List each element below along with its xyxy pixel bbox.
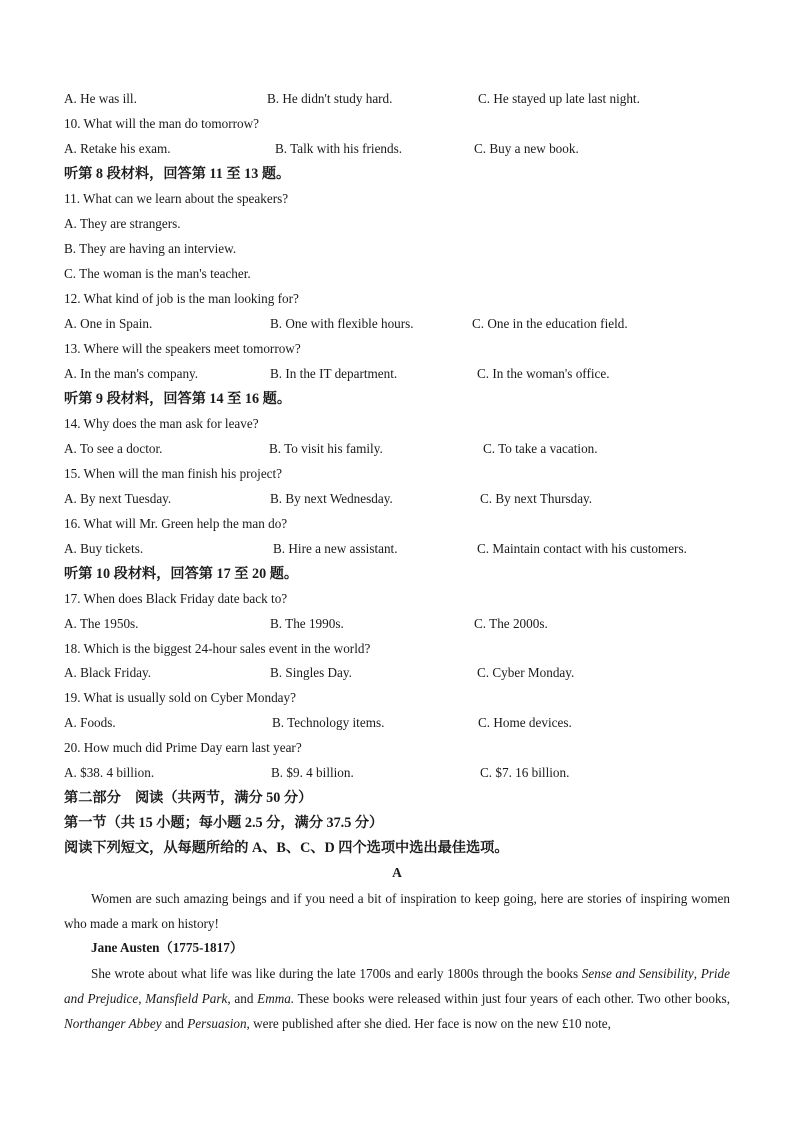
q20-option-c: C. $7. 16 billion. [480, 765, 570, 780]
q19-option-c: C. Home devices. [478, 715, 572, 730]
book-title: Sense and Sensibility [581, 966, 694, 981]
q18-option-c: C. Cyber Monday. [477, 665, 575, 680]
book-title: Northanger Abbey [64, 1016, 162, 1031]
q15-option-a: A. By next Tuesday. [64, 491, 172, 506]
q13-option-b: B. In the IT department. [270, 366, 398, 381]
book-title: Persuasion [187, 1016, 247, 1031]
book-title: Emma. [257, 991, 295, 1006]
q19-option-a: A. Foods. [64, 715, 116, 730]
q13-option-a: A. In the man's company. [64, 366, 199, 381]
q14-option-a: A. To see a doctor. [64, 441, 163, 456]
q9-option-a: A. He was ill. [64, 91, 137, 106]
q14-option-c: C. To take a vacation. [483, 441, 598, 456]
q20-option-b: B. $9. 4 billion. [271, 765, 354, 780]
q9-option-c: C. He stayed up late last night. [478, 91, 640, 106]
q13-option-c: C. In the woman's office. [477, 366, 610, 381]
section-10-heading: 听第 10 段材料，回答第 17 至 20 题。 [64, 566, 299, 582]
q12-question: 12. What kind of job is the man looking for? [64, 291, 299, 306]
q15-question: 15. When will the man finish his project? [64, 466, 283, 481]
q18-question: 18. Which is the biggest 24-hour sales event in the world? [64, 641, 371, 656]
q11-question: 11. What can we learn about the speakers? [64, 191, 289, 206]
q10-option-c: C. Buy a new book. [474, 141, 579, 156]
q14-question: 14. Why does the man ask for leave? [64, 416, 259, 431]
q17-option-b: B. The 1990s. [270, 616, 344, 631]
austen-paragraph: She wrote about what life was like during the late 1700s and early 1800s through the books Sense and Sensibility, Pride and Prejudice, Mansfield Park, and Emma. These books were released within just four years of each other. Two other books, Northanger Abbey and Persuasion, were published after she died. Her face is now on the new £10 note, [64, 966, 731, 1031]
q16-option-a: A. Buy tickets. [64, 541, 144, 556]
passage-label: A [392, 865, 402, 880]
part-2-heading: 第二部分 阅读（共两节，满分 50 分） [64, 790, 313, 806]
q10-option-b: B. Talk with his friends. [275, 141, 403, 156]
q12-option-a: A. One in Spain. [64, 316, 153, 331]
section-1-heading: 第一节（共 15 小题；每小题 2.5 分，满分 37.5 分） [64, 815, 384, 831]
q20-option-a: A. $38. 4 billion. [64, 765, 155, 780]
austen-heading: Jane Austen（1775-1817） [91, 940, 244, 955]
q16-question: 16. What will Mr. Green help the man do? [64, 516, 288, 531]
q9-option-b: B. He didn't study hard. [267, 91, 393, 106]
reading-instruction: 阅读下列短文，从每题所给的 A、B、C、D 四个选项中选出最佳选项。 [64, 840, 509, 856]
q19-question: 19. What is usually sold on Cyber Monday? [64, 690, 296, 705]
q10-option-a: A. Retake his exam. [64, 141, 171, 156]
q13-question: 13. Where will the speakers meet tomorrow? [64, 341, 301, 356]
q17-option-c: C. The 2000s. [474, 616, 548, 631]
q17-question: 17. When does Black Friday date back to? [64, 591, 288, 606]
section-8-heading: 听第 8 段材料，回答第 11 至 13 题。 [64, 166, 291, 182]
q15-option-c: C. By next Thursday. [480, 491, 593, 506]
q18-option-b: B. Singles Day. [270, 665, 352, 680]
q20-question: 20. How much did Prime Day earn last year? [64, 740, 302, 755]
q19-option-b: B. Technology items. [272, 715, 385, 730]
passage-intro: Women are such amazing beings and if you need a bit of inspiration to keep going, here are stories of inspiring women who made a mark on history! [64, 891, 730, 931]
q15-option-b: B. By next Wednesday. [270, 491, 393, 506]
q11-option-b: B. They are having an interview. [64, 241, 237, 256]
q16-option-b: B. Hire a new assistant. [273, 541, 398, 556]
q12-option-b: B. One with flexible hours. [270, 316, 414, 331]
book-title: Pride and Prejudice [64, 966, 731, 1006]
section-9-heading: 听第 9 段材料，回答第 14 至 16 题。 [64, 391, 292, 407]
q17-option-a: A. The 1950s. [64, 616, 139, 631]
q12-option-c: C. One in the education field. [472, 316, 628, 331]
q11-option-c: C. The woman is the man's teacher. [64, 266, 251, 281]
q16-option-c: C. Maintain contact with his customers. [477, 541, 687, 556]
book-title: Mansfield Park [145, 991, 228, 1006]
q11-option-a: A. They are strangers. [64, 216, 181, 231]
q14-option-b: B. To visit his family. [269, 441, 383, 456]
q10-question: 10. What will the man do tomorrow? [64, 116, 259, 131]
q18-option-a: A. Black Friday. [64, 665, 152, 680]
